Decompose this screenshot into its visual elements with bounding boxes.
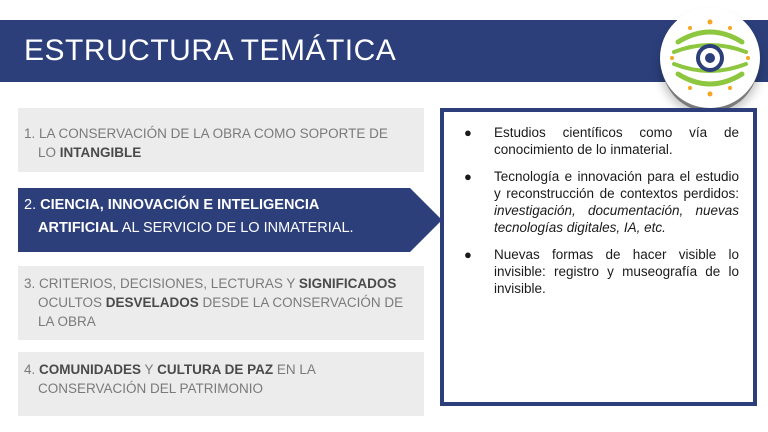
eye-emblem-icon [660, 8, 760, 108]
topic-text: LA CONSERVACIÓN DE LA OBRA COMO SOPORTE DE [39, 126, 388, 141]
bullet-list [456, 124, 739, 297]
bullet-icon: ● [464, 169, 472, 184]
topic-highlight: CULTURA DE PAZ [157, 362, 274, 377]
bullet-text: Nuevas formas de hacer visible lo invisible: registro y museografía de lo invisible. [494, 247, 739, 296]
topic-number: 3. [24, 276, 36, 291]
bullet-icon: ● [464, 125, 472, 140]
topic-highlight: COMUNIDADES [39, 362, 142, 377]
topic-item-2-active [18, 188, 424, 252]
title-banner [0, 20, 768, 82]
bullet-item [456, 168, 739, 236]
topic-item-1 [18, 108, 424, 172]
topic-item-4 [18, 352, 424, 416]
topic-text: CRITERIOS, DECISIONES, LECTURAS Y [39, 276, 299, 291]
bullet-icon: ● [464, 247, 472, 262]
topic-highlight: CIENCIA, INNOVACIÓN E INTELIGENCIA [40, 197, 320, 213]
bullet-item [456, 246, 739, 297]
logo [660, 8, 760, 108]
topic-text: OCULTOS [38, 295, 106, 310]
topic-number: 1. [24, 126, 36, 141]
bullet-item [456, 124, 739, 158]
topic-text: DESDE LA CONSERVACIÓN DE [198, 295, 404, 310]
topic-item-3 [18, 266, 424, 340]
topic-highlight: SIGNIFICADOS [298, 276, 397, 291]
topic-text: CONSERVACIÓN DEL PATRIMONIO [38, 381, 264, 396]
topic-highlight: DESVELADOS [105, 295, 199, 310]
topic-text: LO [38, 145, 60, 160]
topic-highlight: INTANGIBLE [59, 145, 142, 160]
topic-text: LA OBRA [38, 314, 96, 329]
topic-number: 2. [24, 197, 37, 213]
bullet-text: Tecnología e innovación para el estudio y reconstrucción de contextos perdidos: [494, 169, 739, 201]
topic-text: AL SERVICIO DE LO INMATERIAL. [118, 220, 354, 236]
page-title: ESTRUCTURA TEMÁTICA [24, 34, 397, 67]
topic-text: Y [141, 362, 158, 377]
topic-number: 4. [24, 362, 36, 377]
bullet-text: Estudios científicos como vía de conocimiento de lo inmaterial. [494, 125, 739, 157]
topic-highlight: ARTIFICIAL [38, 220, 119, 236]
detail-panel [440, 108, 757, 406]
topic-text: EN LA [273, 362, 316, 377]
bullet-text-italic: investigación, documentación, nuevas tecnologías digitales, IA, etc. [494, 203, 739, 235]
